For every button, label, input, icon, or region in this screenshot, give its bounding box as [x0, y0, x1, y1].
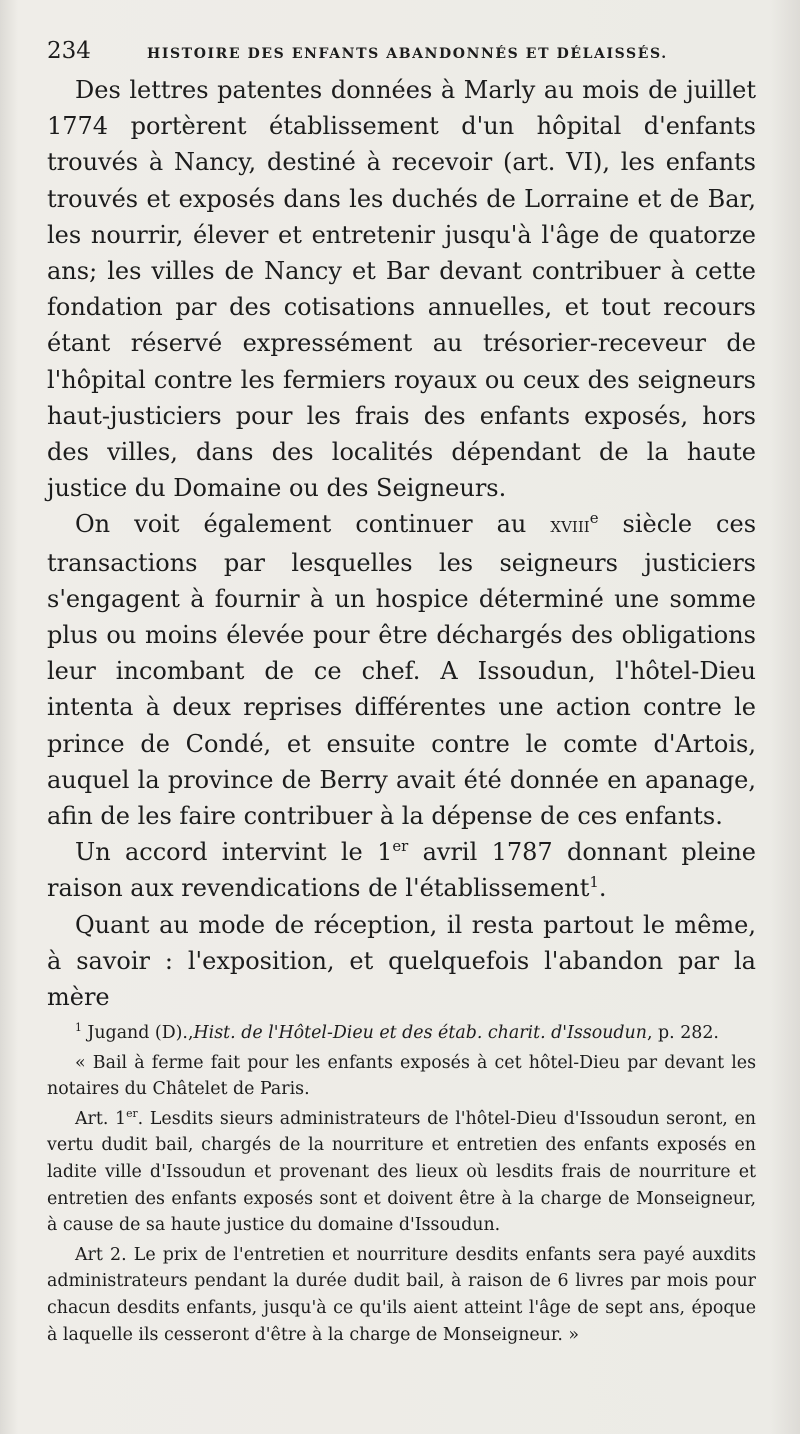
paragraph-mode-reception: Quant au mode de réception, il resta partout le même, à savoir : l'exposition, et quelquefois l'abandon par la mère: [47, 910, 756, 1012]
paragraph-transactions: [47, 506, 756, 834]
running-head: [47, 38, 756, 72]
p3-text-after: avril 1787 donnant pleine raison aux revendications de l'établissement: [47, 838, 756, 903]
p3-text-before: Un accord intervint le 1: [75, 838, 393, 867]
body-text: [47, 72, 756, 1015]
paragraph-accord: [47, 834, 756, 906]
p2-text-before: On voit également continuer au: [75, 510, 551, 539]
footnote-reference[interactable]: 1: [589, 873, 599, 892]
footnote-bail: « Bail à ferme fait pour les enfants exposés à cet hôtel-Dieu par devant les notaires du Châtelet de Paris.: [47, 1052, 756, 1100]
article-1-text: . Lesdits sieurs administrateurs de l'hôtel-Dieu d'Issoudun seront, en vertu dudit bail, chargés de la nourriture et entretien des enfants exposés en ladite ville d'Issoudun et provenant des lieux où lesdits frais de nourriture et entretien des enfants exposés sont et doivent être à la charge de Monseigneur, à cause de sa haute justice du domaine d'Issoudun.: [47, 1108, 757, 1236]
running-title: HISTOIRE DES ENFANTS ABANDONNÉS ET DÉLAISSÉS.: [147, 46, 668, 62]
paragraph-lettres-patentes: Des lettres patentes données à Marly au mois de juillet 1774 portèrent établissement d'un hôpital d'enfants trouvés à Nancy, destiné à recevoir (art. VI), les enfants trouvés et exposés dans les duchés de Lorraine et de Bar, les nourrir, élever et entretenir jusqu'à l'âge de quatorze ans; les villes de Nancy et Bar devant contribuer à cette fondation par des cotisations annuelles, et tout recours étant réservé expressément au trésorier-receveur de l'hôpital contre les fermiers royaux ou ceux des seigneurs haut-justiciers pour les frais des enfants exposés, hors des villes, dans des localités dépendant de la haute justice du Domaine ou des Seigneurs.: [47, 76, 756, 503]
footnote-1: [47, 1020, 756, 1047]
date-superscript: er: [392, 837, 409, 856]
page-number: 234: [47, 38, 91, 64]
footnote-mark: 1: [75, 1021, 82, 1035]
footnotes: [47, 1020, 756, 1351]
p3-text-end: .: [598, 874, 607, 903]
footnote-1-author: Jugand (D).,: [81, 1023, 194, 1043]
article-1-label: Art. 1: [75, 1108, 127, 1129]
p2-text-after: siècle ces transactions par lesquelles les seigneurs justiciers s'engagent à fournir à un hospice déterminé une somme plus ou moins élevée pour être déchargés des obligations leur incombant de ce chef. A Issoudun, l'hôtel-Dieu intenta à deux reprises différentes une action contre le prince de Condé, et ensuite contre le comte d'Artois, auquel la province de Berry avait été donnée en apanage, afin de les faire contribuer à la dépense de ces enfants.: [47, 510, 757, 831]
footnote-article-1: [47, 1106, 756, 1239]
footnote-1-page: , p. 282.: [646, 1023, 719, 1043]
article-1-superscript: er: [126, 1106, 138, 1120]
century-numeral: xviii: [550, 513, 590, 539]
footnote-article-2: Art 2. Le prix de l'entretien et nourriture desdits enfants sera payé auxdits administrateurs pendant la durée dudit bail, à raison de 6 livres par mois pour chacun desdits enfants, jusqu'à ce qu'ils aient atteint l'âge de sept ans, époque à laquelle ils cesseront d'être à la charge de Monseigneur. »: [47, 1244, 756, 1345]
footnote-1-title: Hist. de l'Hôtel-Dieu et des étab. charit. d'Issoudun: [193, 1023, 647, 1043]
century-superscript: e: [589, 509, 599, 528]
